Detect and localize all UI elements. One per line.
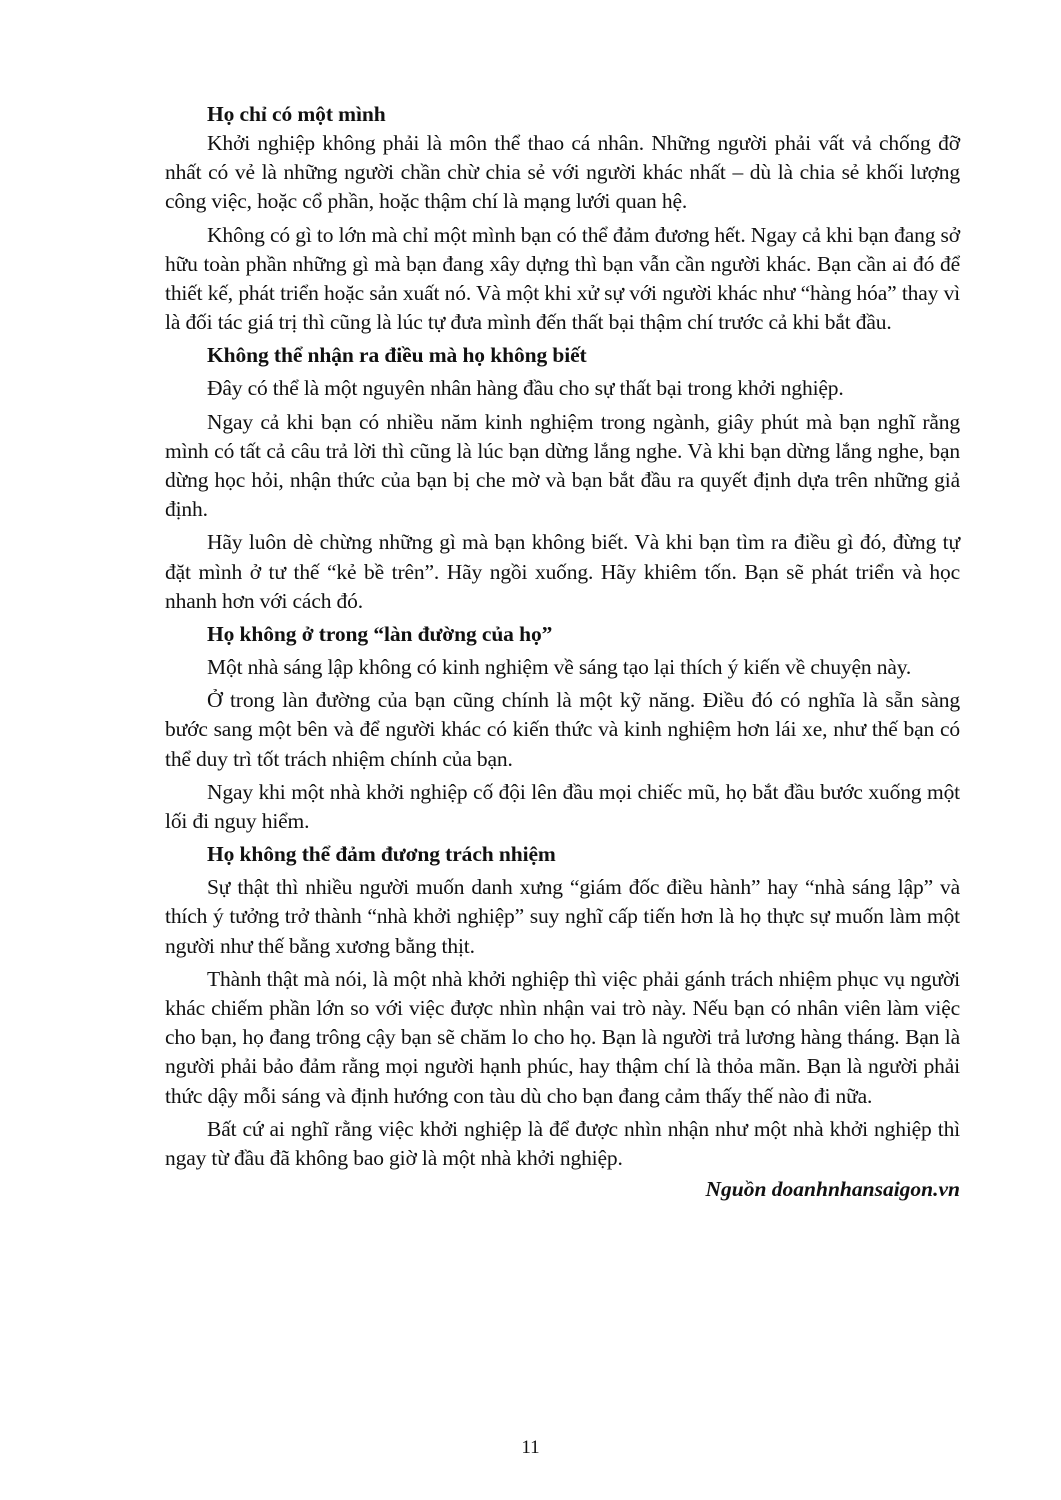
paragraph: Hãy luôn dè chừng những gì mà bạn không biết. Và khi bạn tìm ra điều gì đó, đừng tự đặt mình ở tư thế “kẻ bề trên”. Hãy ngồi xuống. Hãy khiêm tốn. Bạn sẽ phát triển và học nhanh hơn với cách đó. <box>165 530 960 613</box>
paragraph: Ngay khi một nhà khởi nghiệp cố đội lên đầu mọi chiếc mũ, họ bắt đầu bước xuống một lối đi nguy hiểm. <box>165 779 960 834</box>
paragraph: Ở trong làn đường của bạn cũng chính là một kỹ năng. Điều đó có nghĩa là sẵn sàng bước sang một bên và để người khác có kiến thức và kinh nghiệm hơn lái xe, như thế bạn có thể duy trì tốt trách nhiệm chính của bạn. <box>165 688 960 771</box>
source-credit: Nguồn doanhnhansaigon.vn <box>705 1177 960 1202</box>
section-heading: Họ chỉ có một mình <box>207 102 386 126</box>
section-unknown-unknowns <box>165 341 960 616</box>
paragraph: Không có gì to lớn mà chỉ một mình bạn có thể đảm đương hết. Ngay cả khi bạn đang sở hữu toàn phần những gì mà bạn đang xây dựng thì bạn vẫn cần người khác. Bạn cần ai đó để thiết kế, phát triển hoặc sản xuất nó. Và một khi xử sự với người khác như “hàng hóa” thay vì là đối tác giá trị thì cũng là lúc tự đưa mình đến thất bại thậm chí trước cả khi bắt đầu. <box>165 222 960 335</box>
section-own-lane <box>165 620 960 836</box>
document-page <box>165 100 960 1204</box>
section-heading: Họ không thể đảm đương trách nhiệm <box>207 842 556 867</box>
section-heading: Họ không ở trong “làn đường của họ” <box>207 622 553 647</box>
paragraph: Bất cứ ai nghĩ rằng việc khởi nghiệp là để được nhìn nhận như một nhà khởi nghiệp thì ngay từ đầu đã không bao giờ là một nhà khởi nghiệp. <box>165 1116 960 1171</box>
paragraph: Ngay cả khi bạn có nhiều năm kinh nghiệm trong ngành, giây phút mà bạn nghĩ rằng mình có tất cả câu trả lời thì cũng là lúc bạn dừng lắng nghe. Và khi bạn dừng lắng nghe, bạn dừng học hỏi, nhận thức của bạn bị che mờ và bạn bắt đầu ra quyết định dựa trên những giả định. <box>165 409 960 522</box>
page-number: 11 <box>521 1437 540 1458</box>
section-responsibility <box>165 840 960 1173</box>
section-alone <box>165 100 960 337</box>
paragraph: Đây có thể là một nguyên nhân hàng đầu cho sự thất bại trong khởi nghiệp. <box>207 376 844 401</box>
paragraph: Thành thật mà nói, là một nhà khởi nghiệp thì việc phải gánh trách nhiệm phục vụ người khác chiếm phần lớn so với việc được nhìn nhận vai trò này. Nếu bạn có nhân viên làm việc cho bạn, họ đang trông cậy bạn sẽ chăm lo cho họ. Bạn là người trả lương hàng tháng. Bạn là người phải bảo đảm rằng mọi người hạnh phúc, hay thậm chí là thỏa mãn. Bạn là người phải thức dậy mỗi sáng và định hướng con tàu dù cho bạn đang cảm thấy thế nào đi nữa. <box>165 966 960 1108</box>
paragraph: Khởi nghiệp không phải là môn thể thao cá nhân. Những người phải vất vả chống đỡ nhất có vẻ là những người chần chừ chia sẻ với người khác nhất – dù là chia sẻ khối lượng công việc, hoặc cổ phần, hoặc thậm chí là mạng lưới quan hệ. <box>165 131 960 214</box>
section-heading: Không thể nhận ra điều mà họ không biết <box>207 343 587 368</box>
paragraph: Một nhà sáng lập không có kinh nghiệm về sáng tạo lại thích ý kiến về chuyện này. <box>207 655 912 680</box>
paragraph: Sự thật thì nhiều người muốn danh xưng “giám đốc điều hành” hay “nhà sáng lập” và thích ý tưởng trở thành “nhà khởi nghiệp” suy nghĩ cấp tiến hơn là họ thực sự muốn làm một người như thế bằng xương bằng thịt. <box>165 875 960 958</box>
